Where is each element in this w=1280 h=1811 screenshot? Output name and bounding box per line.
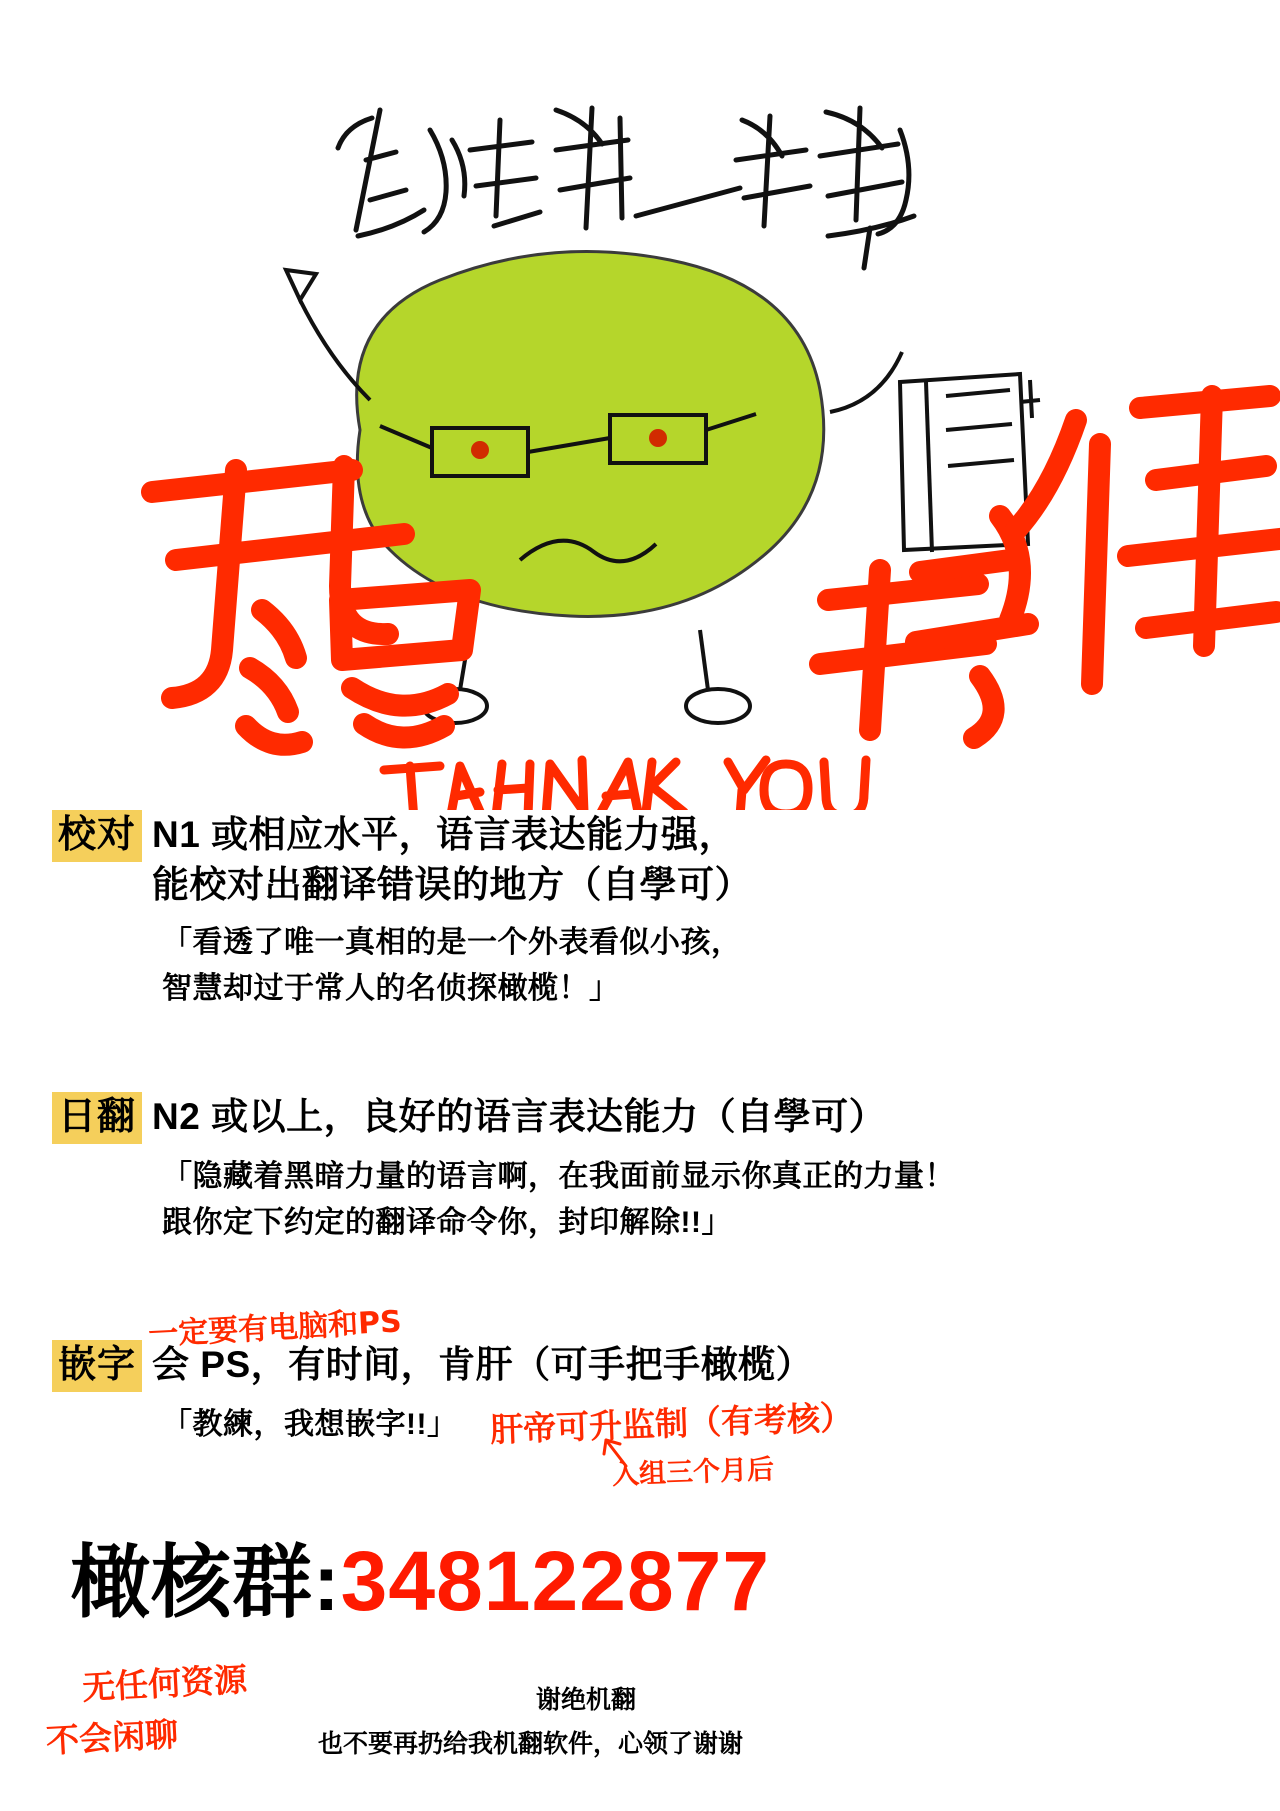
group-label: 橄核群: (70, 1538, 341, 1627)
quote-line-1: 「隐藏着黑暗力量的语言啊，在我面前显示你真正的力量！ (162, 1160, 955, 1193)
role-requirement (152, 810, 752, 910)
quote-line-1: 「看透了唯一真相的是一个外表看似小孩， (162, 926, 742, 959)
annotation-three-months: 入组三个月后 (611, 1454, 775, 1491)
footer-line-1: 谢绝机翻 (536, 1686, 637, 1714)
role-requirement: 会 PS，有时间，肯肝（可手把手橄榄） (152, 1344, 814, 1385)
annotation-promote: 肝帝可升监制（有考核） (489, 1397, 854, 1450)
illustration-area (0, 0, 1280, 810)
quote-line-2: 智慧却过于常人的名侦探橄榄！」 (162, 972, 620, 1005)
annotation-need-pc-ps: 一定要有电脑和PS (147, 1304, 403, 1353)
arrow-up-icon (596, 1432, 636, 1472)
role-quote: 「教練，我想嵌字!!」 (162, 1408, 458, 1441)
block-head (52, 810, 752, 910)
sketch-headline (338, 108, 914, 268)
footer-line-2: 也不要再扔给我机翻软件，心领了谢谢 (318, 1730, 744, 1758)
req-line-2: 能校对出翻译错误的地方（自學可） (152, 864, 753, 905)
annotation-no-chat: 不会闲聊 (45, 1714, 180, 1761)
annotation-no-resources: 无任何资源 (81, 1659, 249, 1708)
group-number[interactable]: 348122877 (340, 1534, 771, 1628)
block-proofreader (52, 810, 752, 1012)
quote-line-2: 跟你定下约定的翻译命令你，封印解除!!」 (162, 1206, 732, 1239)
req-line-1: N1 或相应水平，语言表达能力强， (152, 814, 737, 855)
footer-notes (318, 1678, 743, 1766)
role-requirement: N2 或以上，良好的语言表达能力（自學可） (152, 1096, 887, 1137)
role-quote (162, 1154, 955, 1246)
block-head (52, 1092, 955, 1144)
qq-group-line (70, 1518, 770, 1633)
role-tag-translator: 日翻 (52, 1092, 142, 1144)
role-quote (162, 920, 752, 1012)
thank-you-text (384, 760, 866, 810)
block-translator (52, 1092, 955, 1246)
role-tag-proofreader: 校对 (52, 810, 142, 862)
role-tag-typesetter: 嵌字 (52, 1340, 142, 1392)
